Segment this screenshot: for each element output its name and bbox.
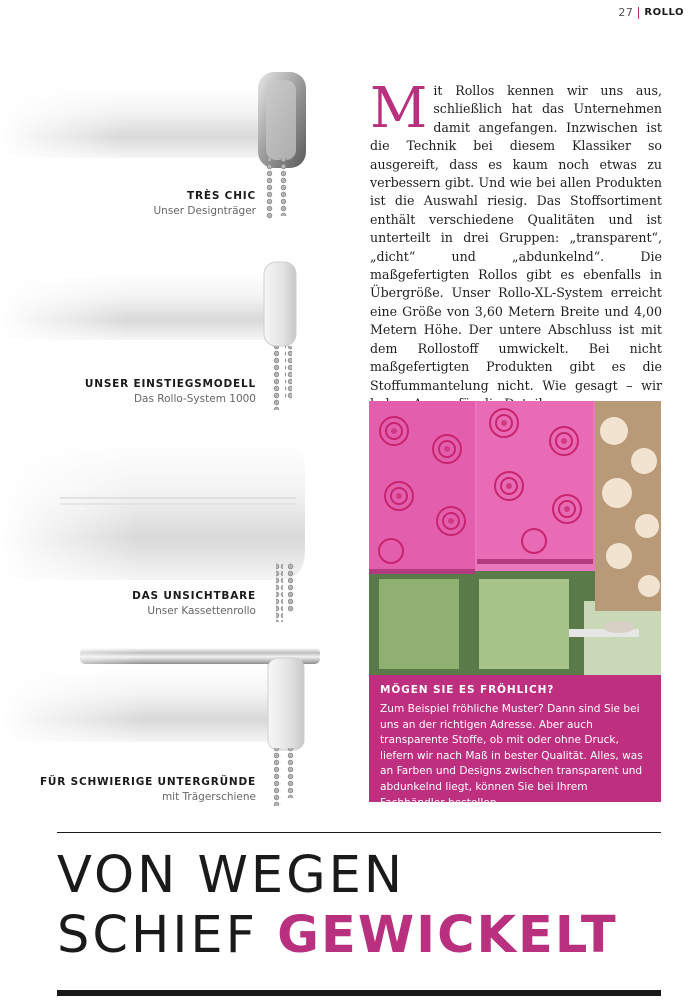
product-caption — [132, 590, 256, 617]
product-name: FÜR SCHWIERIGE UNTERGRÜNDE — [39, 776, 256, 788]
page-headline — [57, 846, 618, 966]
drop-cap: M — [370, 76, 428, 141]
product-name: UNSER EINSTIEGSMODELL — [84, 378, 256, 390]
headline-accent: GEWICKELT — [277, 906, 618, 965]
headline-plain: SCHIEF — [57, 906, 278, 965]
header-divider — [638, 7, 639, 19]
page-number: 27 — [618, 6, 634, 19]
product-name: DAS UNSICHTBARE — [132, 590, 256, 602]
headline-top-rule — [57, 832, 661, 833]
info-box-body: Zum Beispiel fröhliche Muster? Dann sind Sie bei uns an der richtigen Adresse. Aber auch transparente Stoffe, ob mit oder ohne Druck, liefern wir nach Maß in bester Qualität. Alles, was an Farben und Designs zwischen transparent und abdunkelnd liegt, können Sie bei Ihrem Fachhändler bestellen. — [380, 703, 643, 809]
info-box-title: MÖGEN SIE ES FRÖHLICH? — [380, 684, 555, 696]
product-caption — [154, 190, 257, 217]
product-tres-chic — [0, 58, 330, 233]
info-box — [369, 675, 661, 809]
article-text — [370, 76, 662, 413]
product-subtitle: Unser Kassettenrollo — [147, 605, 256, 617]
page-header — [618, 6, 684, 19]
product-caption — [85, 378, 256, 405]
product-kassettenrollo — [0, 430, 330, 630]
product-caption — [40, 776, 256, 803]
section-title: ROLLO — [644, 7, 684, 18]
product-subtitle: Das Rollo-System 1000 — [133, 393, 256, 405]
headline-bottom-rule — [57, 990, 661, 996]
headline-line-2 — [57, 906, 618, 966]
headline-line-1: VON WEGEN — [57, 846, 406, 905]
product-traegerschiene — [0, 640, 330, 820]
product-einstiegsmodell — [0, 252, 330, 412]
pink-roller-blind-photo — [369, 401, 661, 675]
photo-scene — [369, 401, 661, 675]
article-body: it Rollos kennen wir uns aus, schließlich hat das Unternehmen damit angefangen. Inzwischen ist die Technik bei diesem Klassiker so ausgereift, dass es kaum noch etwas zu verbessern gibt. Und wie bei allen Produkten ist die Auswahl riesig. Das Stoffsortiment enthält verschiedene Qualitäten und ist unterteilt in drei Gruppen: „transparent“, „dicht“ und „abdunkelnd“. Die maßgefertigten Rollos gibt es ebenfalls in Übergröße. Unser Rollo-XL-System erreicht eine Größe von 3,60 Metern Breite und 4,00 Metern Höhe. Der untere Abschluss ist mit dem Rollostoff umwickelt. Bei nicht maßgefertigten Produkten gibt es die Stoffummantelung nicht. Wie gesagt – wir — [370, 83, 662, 393]
product-subtitle: Unser Designträger — [153, 205, 256, 217]
product-name: TRÈS CHIC — [187, 190, 256, 202]
product-subtitle: mit Trägerschiene — [161, 791, 256, 803]
